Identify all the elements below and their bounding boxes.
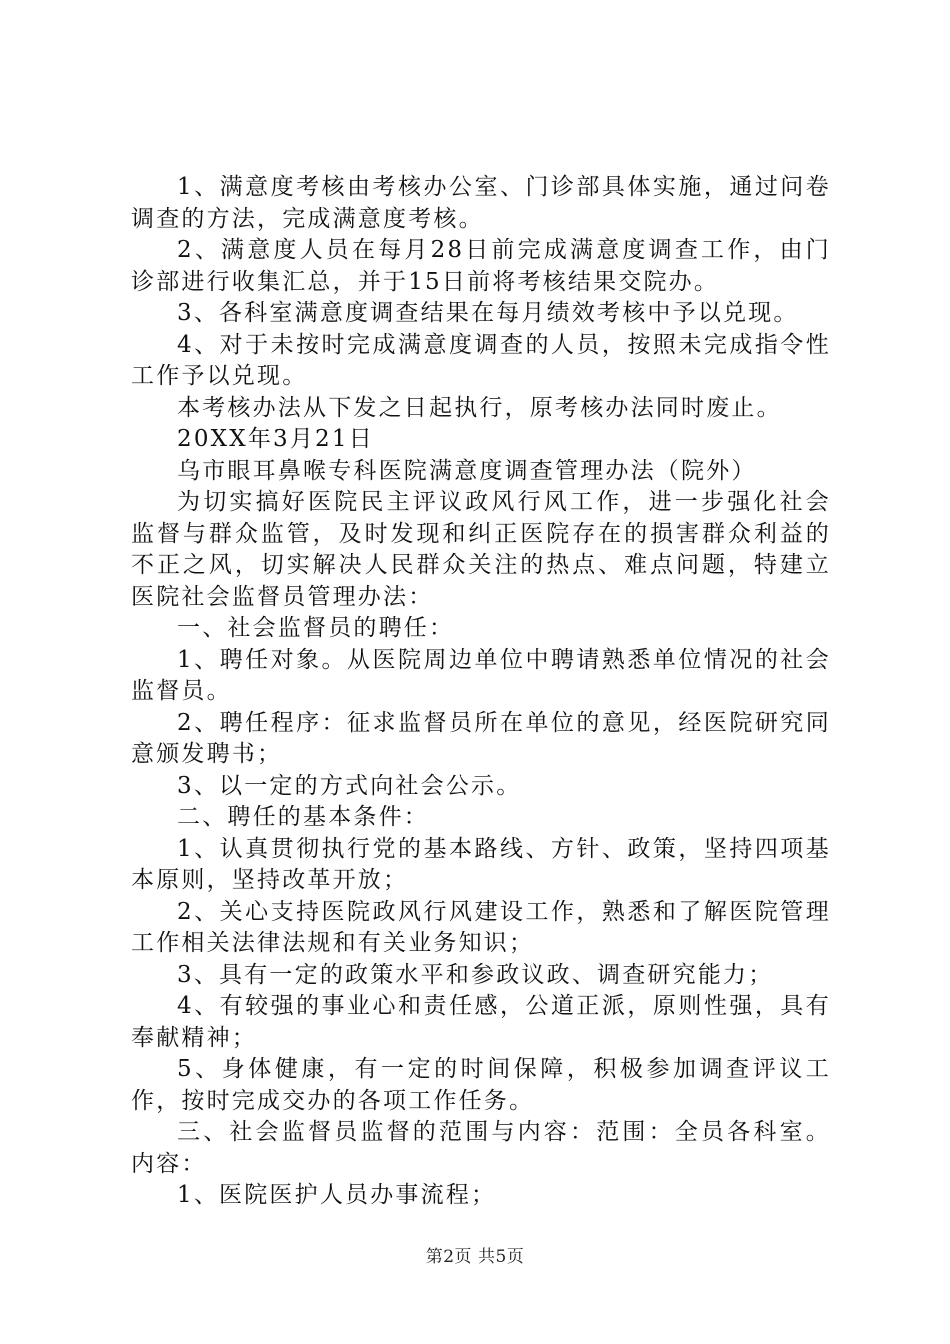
paragraph-3: 3、各科室满意度调查结果在每月绩效考核中予以兑现。 xyxy=(177,300,799,326)
paragraph-date: 20XX年3月21日 xyxy=(177,426,374,452)
paragraph-1: 1、满意度考核由考核办公室、门诊部具体实施，通过问卷调查的方法，完成满意度考核。 xyxy=(131,174,831,232)
paragraph-4: 4、对于未按时完成满意度调查的人员，按照未完成指令性工作予以兑现。 xyxy=(131,331,831,389)
paragraph-appoint-2: 2、聘任程序：征求监督员所在单位的意见，经医院研究同意颁发聘书； xyxy=(131,709,831,767)
heading-conditions: 二、聘任的基本条件： xyxy=(177,804,429,830)
paragraph-condition-4: 4、有较强的事业心和责任感，公道正派，原则性强，具有奉献精神； xyxy=(131,993,831,1051)
paragraph-appoint-3: 3、以一定的方式向社会公示。 xyxy=(177,772,522,799)
paragraph-intro: 为切实搞好医院民主评议政风行风工作，进一步强化社会监督与群众监管，及时发现和纠正医院存在的损害群众利益的不正之风，切实解决人民群众关注的热点、难点问题，特建立医院社会监督员管理办法： xyxy=(131,489,831,610)
paragraph-appoint-1: 1、聘任对象。从医院周边单位中聘请熟悉单位情况的社会监督员。 xyxy=(131,646,831,704)
section-title: 乌市眼耳鼻喉专科医院满意度调查管理办法（院外） xyxy=(177,457,757,484)
paragraph-condition-1: 1、认真贯彻执行党的基本路线、方针、政策，坚持四项基本原则，坚持改革开放； xyxy=(131,835,831,893)
heading-scope: 三、社会监督员监督的范围与内容：范围：全员各科室。内容： xyxy=(131,1119,831,1177)
paragraph-condition-3: 3、具有一定的政策水平和参政议政、调查研究能力； xyxy=(177,961,774,988)
heading-appointment: 一、社会监督员的聘任： xyxy=(177,615,455,641)
paragraph-effective-note: 本考核办法从下发之日起执行，原考核办法同时废止。 xyxy=(177,394,782,421)
paragraph-condition-5: 5、身体健康，有一定的时间保障，积极参加调查评议工作，按时完成交办的各项工作任务。 xyxy=(131,1056,831,1114)
document-body xyxy=(131,172,831,1212)
paragraph-condition-2: 2、关心支持医院政风行风建设工作，熟悉和了解医院管理工作相关法律法规和有关业务知识； xyxy=(131,898,831,956)
paragraph-2: 2、满意度人员在每月28日前完成满意度调查工作，由门诊部进行收集汇总，并于15日前将考核结果交院办。 xyxy=(131,237,831,295)
paragraph-scope-1: 1、医院医护人员办事流程； xyxy=(177,1182,497,1208)
page-footer: 第2页 共5页 xyxy=(425,1247,525,1267)
